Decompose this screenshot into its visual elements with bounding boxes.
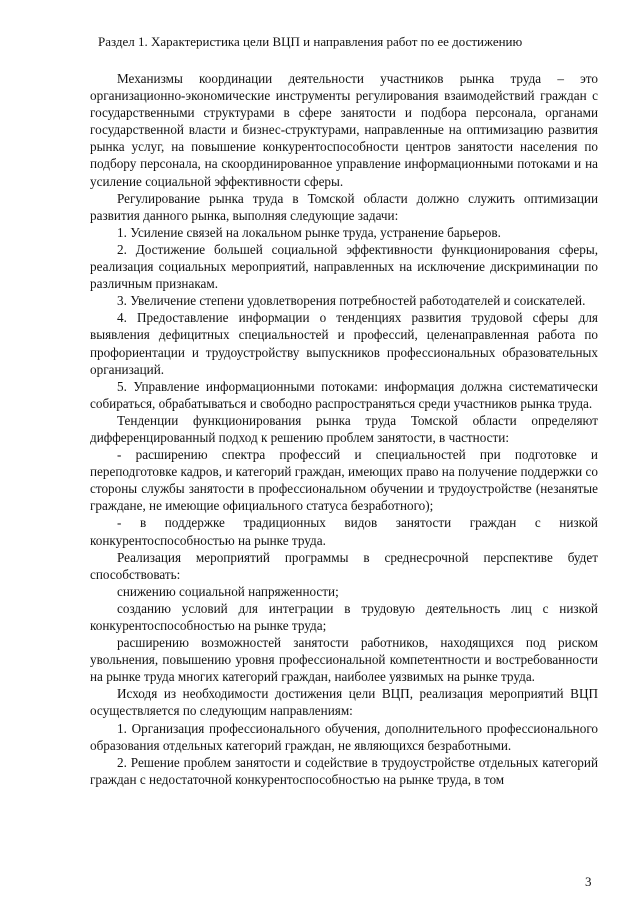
page-number: 3 (585, 874, 592, 889)
task-item-2: 2. Достижение большей социальной эффективности функционирования сферы, реализация социальных мероприятий, направленных на исключение дискриминации по различным признакам. (90, 241, 598, 292)
trend-item-2: - в поддержке традиционных видов занятости граждан с низкой конкурентоспособностью на рынке труда. (90, 515, 598, 548)
trend-item-1: - расширению спектра профессий и специальностей при подготовке и переподготовке кадров, и категорий граждан, имеющих право на получение поддержки со стороны службы занятости в профессиональном обучении и трудоустройстве (незанятые граждане, не имеющие официального статуса безработного); (90, 447, 598, 514)
paragraph-directions-intro: Исходя из необходимости достижения цели ВЦП, реализация мероприятий ВЦП осуществляется по следующим направлениям: (90, 686, 598, 719)
task-item-1: 1. Усиление связей на локальном рынке труда, устранение барьеров. (117, 224, 501, 240)
paragraph-trends: Тенденции функционирования рынка труда Томской области определяют дифференцированный подход к решению проблем занятости, в частности: (90, 412, 598, 445)
effect-item-2: созданию условий для интеграции в трудовую деятельность лиц с низкой конкурентоспособностью на рынке труда; (90, 600, 598, 633)
paragraph-regulation-tasks-intro: Регулирование рынка труда в Томской области должно служить оптимизации развития данного рынка, выполняя следующие задачи: (90, 190, 598, 223)
effect-item-1: снижению социальной напряженности; (117, 583, 339, 599)
paragraph-program-effects-intro: Реализация мероприятий программы в среднесрочной перспективе будет способствовать: (90, 549, 598, 582)
paragraph-coordination-mechanisms: Механизмы координации деятельности участников рынка труда – это организационно-экономические инструменты регулирования взаимодействий граждан с государственными структурами в сфере занятости и подбора персонала, органами государственной власти и бизнес-структурами, направленные на оптимизацию развития рынка услуг, на повышение конкурентоспособности центров занятости населения по подбору персонала, на скоординированное управление информационными потоками и на усиление социальной эффективности сферы. (90, 71, 598, 189)
task-item-4: 4. Предоставление информации о тенденциях развития трудовой сферы для выявления дефицитных специальностей и профессий, целенаправленная работа по профориентации и трудоустройству выпускников профессиональных образовательных организаций. (90, 310, 598, 377)
direction-item-1: 1. Организация профессионального обучения, дополнительного профессионального образования отдельных категорий граждан, не являющихся безработными. (90, 720, 598, 753)
body-text (90, 70, 598, 788)
task-item-3: 3. Увеличение степени удовлетворения потребностей работодателей и соискателей. (117, 293, 586, 309)
effect-item-3: расширению возможностей занятости работников, находящихся под риском увольнения, повышению уровня профессиональной компетентности и востребованности на рынке труда многих категорий граждан, наиболее уязвимых на рынке труда. (90, 635, 598, 685)
task-item-5: 5. Управление информационными потоками: информация должна систематически собираться, обрабатываться и свободно распространяться среди участников рынка труда. (90, 378, 598, 411)
section-heading: Раздел 1. Характеристика цели ВЦП и направления работ по ее достижению (98, 34, 523, 49)
direction-item-2: 2. Решение проблем занятости и содействие в трудоустройстве отдельных категорий граждан с недостаточной конкурентоспособностью на рынке труда, в том (90, 754, 598, 787)
